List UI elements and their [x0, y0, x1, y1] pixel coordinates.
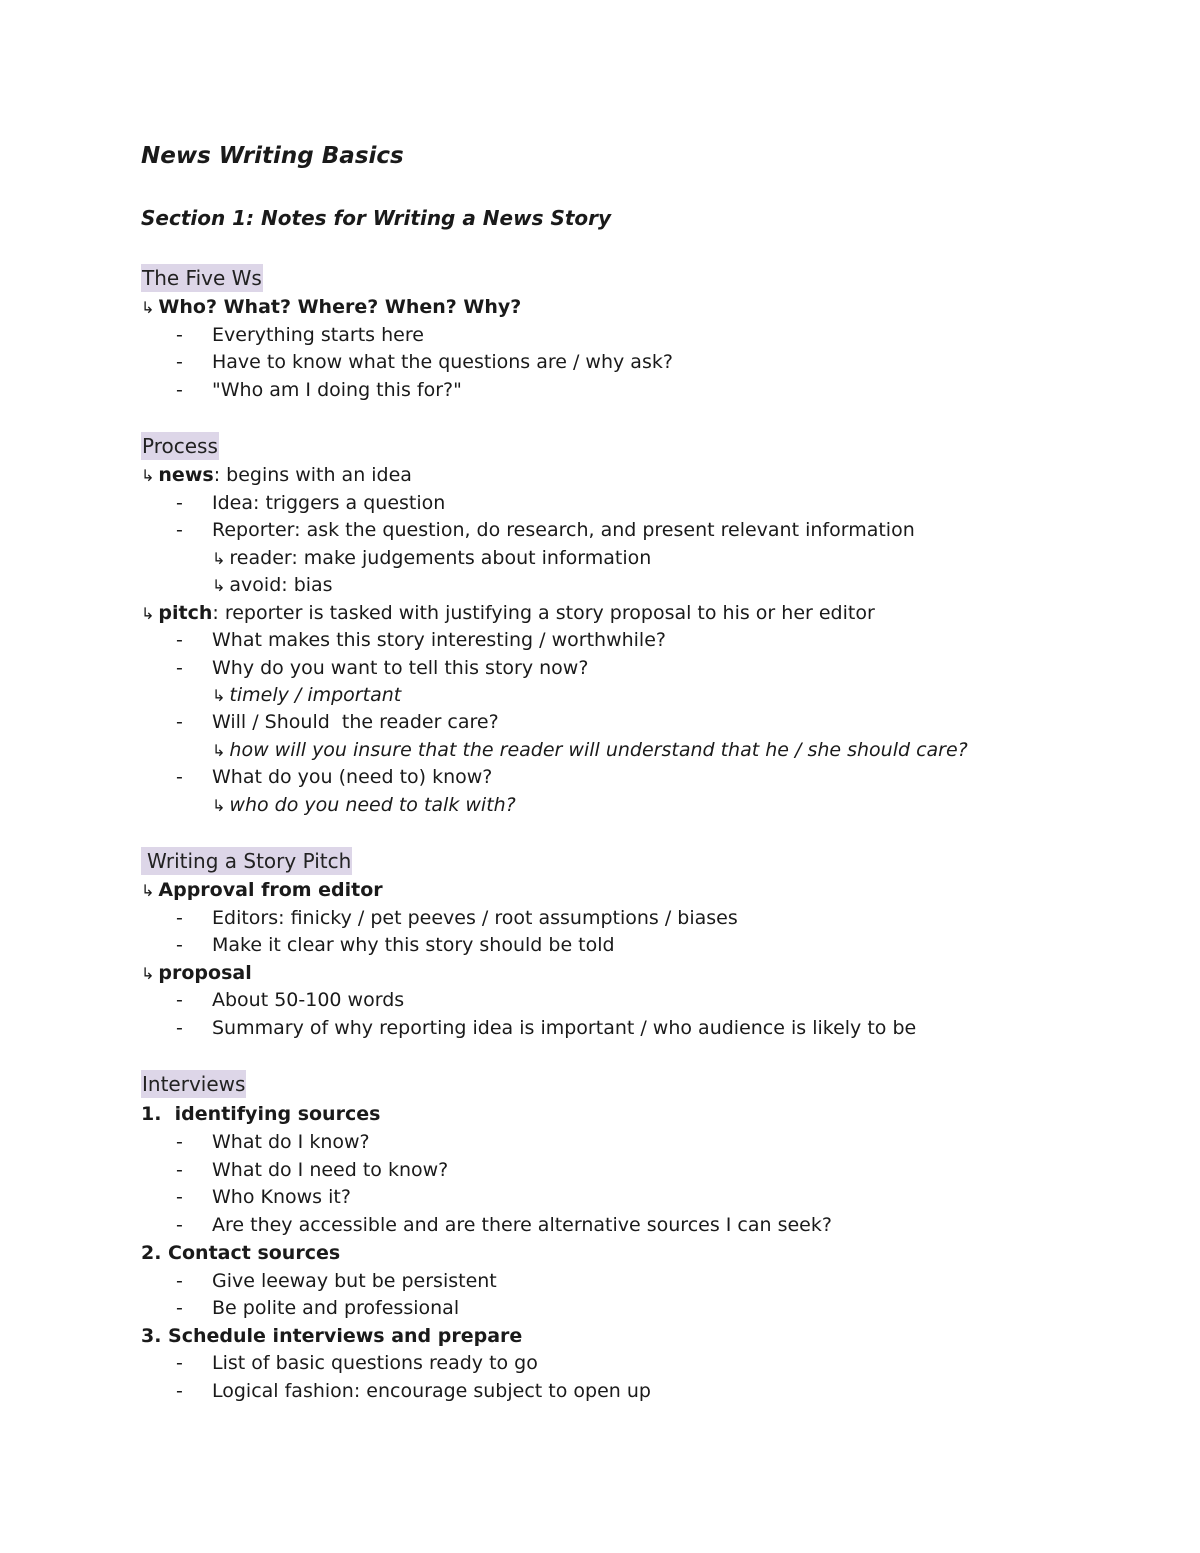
- list-item-text: List of basic questions ready to go: [212, 1352, 538, 1374]
- dash-bullet: -: [176, 1380, 183, 1402]
- approval-text: Approval from editor: [158, 879, 383, 901]
- list-item-text: Give leeway but be persistent: [212, 1270, 497, 1292]
- list-item-text: What do I need to know?: [212, 1159, 449, 1181]
- pitch-definition: : reporter is tasked with justifying a story proposal to his or her editor: [212, 602, 875, 624]
- list-item: [176, 1184, 351, 1210]
- list-item: [176, 1015, 917, 1041]
- sub-item-text: who do you need to talk with?: [229, 794, 516, 816]
- dash-bullet: -: [176, 1352, 183, 1374]
- sub-item-text: avoid: bias: [229, 574, 333, 596]
- arrow-icon: ↳: [141, 964, 155, 983]
- list-item-text: Editors: finicky / pet peeves / root assumptions / biases: [212, 907, 738, 929]
- list-item-text: What do I know?: [212, 1131, 370, 1153]
- list-item-text: What do you (need to) know?: [212, 766, 493, 788]
- news-definition: : begins with an idea: [213, 464, 412, 486]
- list-item-text: Be polite and professional: [212, 1297, 460, 1319]
- dash-bullet: -: [176, 1214, 183, 1236]
- list-item: [176, 1378, 651, 1404]
- sub-item: [212, 572, 333, 598]
- five-ws-heading: The Five Ws: [142, 266, 262, 290]
- news-line: [141, 462, 412, 488]
- story-pitch-heading: Writing a Story Pitch: [141, 847, 352, 875]
- step-3-heading: 3. Schedule interviews and prepare: [141, 1325, 523, 1347]
- dash-bullet: -: [176, 351, 183, 373]
- news-term: news: [158, 464, 214, 486]
- dash-bullet: -: [176, 1270, 183, 1292]
- list-item-text: Why do you want to tell this story now?: [212, 657, 589, 679]
- sub-item: [212, 737, 968, 763]
- dash-bullet: -: [176, 1186, 183, 1208]
- list-item-text: Who Knows it?: [212, 1186, 351, 1208]
- arrow-icon: ↳: [212, 686, 226, 705]
- list-item: [176, 1295, 460, 1321]
- approval-line: [141, 877, 383, 903]
- arrow-icon: ↳: [212, 576, 226, 595]
- dash-bullet: -: [176, 1297, 183, 1319]
- dash-bullet: -: [176, 1017, 183, 1039]
- list-item-text: Summary of why reporting idea is important / who audience is likely to be: [212, 1017, 917, 1039]
- list-item-text: "Who am I doing this for?": [212, 379, 462, 401]
- dash-bullet: -: [176, 1159, 183, 1181]
- list-item: [176, 932, 615, 958]
- dash-bullet: -: [176, 519, 183, 541]
- list-item-text: Make it clear why this story should be told: [212, 934, 615, 956]
- list-item-text: What makes this story interesting / worthwhile?: [212, 629, 666, 651]
- sub-item-text: timely / important: [229, 684, 402, 706]
- dash-bullet: -: [176, 934, 183, 956]
- list-item: [176, 349, 673, 375]
- arrow-icon: ↳: [212, 741, 226, 760]
- dash-bullet: -: [176, 1131, 183, 1153]
- dash-bullet: -: [176, 907, 183, 929]
- list-item-text: About 50-100 words: [212, 989, 405, 1011]
- list-item: [176, 490, 446, 516]
- proposal-text: proposal: [158, 962, 252, 984]
- pitch-line: [141, 600, 875, 626]
- section-heading: Section 1: Notes for Writing a News Story: [141, 206, 612, 230]
- dash-bullet: -: [176, 766, 183, 788]
- list-item: [176, 1129, 370, 1155]
- proposal-line: [141, 960, 252, 986]
- list-item: [176, 1350, 538, 1376]
- sub-item: [212, 682, 401, 708]
- arrow-icon: ↳: [141, 298, 155, 317]
- step-1-heading: 1. identifying sources: [141, 1103, 381, 1125]
- list-item-text: Everything starts here: [212, 324, 424, 346]
- dash-bullet: -: [176, 492, 183, 514]
- list-item: [176, 987, 405, 1013]
- list-item: [176, 377, 462, 403]
- list-item-text: Are they accessible and are there alternative sources I can seek?: [212, 1214, 832, 1236]
- sub-item-text: how will you insure that the reader will understand that he / she should care?: [229, 739, 968, 761]
- list-item: [176, 1157, 449, 1183]
- arrow-icon: ↳: [141, 881, 155, 900]
- pitch-term: pitch: [158, 602, 213, 624]
- five-ws-lead: [141, 294, 521, 320]
- list-item: [176, 1268, 497, 1294]
- sub-item-text: reader: make judgements about information: [229, 547, 652, 569]
- arrow-icon: ↳: [141, 604, 155, 623]
- list-item: [176, 517, 915, 543]
- list-item: [176, 322, 424, 348]
- interviews-heading: Interviews: [142, 1072, 246, 1096]
- list-item-text: Idea: triggers a question: [212, 492, 446, 514]
- arrow-icon: ↳: [212, 549, 226, 568]
- sub-item: [212, 792, 516, 818]
- sub-item: [212, 545, 651, 571]
- dash-bullet: -: [176, 711, 183, 733]
- dash-bullet: -: [176, 989, 183, 1011]
- process-heading: Process: [142, 434, 218, 458]
- arrow-icon: ↳: [141, 466, 155, 485]
- list-item: [176, 655, 589, 681]
- list-item-text: Will / Should the reader care?: [212, 711, 499, 733]
- list-item: [176, 1212, 832, 1238]
- list-item: [176, 709, 499, 735]
- list-item: [176, 905, 738, 931]
- dash-bullet: -: [176, 324, 183, 346]
- arrow-icon: ↳: [212, 796, 226, 815]
- list-item-text: Logical fashion: encourage subject to open up: [212, 1380, 651, 1402]
- step-2-heading: 2. Contact sources: [141, 1242, 341, 1264]
- document-title: News Writing Basics: [141, 143, 404, 169]
- list-item-text: Reporter: ask the question, do research, and present relevant information: [212, 519, 915, 541]
- dash-bullet: -: [176, 629, 183, 651]
- dash-bullet: -: [176, 379, 183, 401]
- list-item-text: Have to know what the questions are / why ask?: [212, 351, 673, 373]
- list-item: [176, 764, 493, 790]
- five-ws-lead-text: Who? What? Where? When? Why?: [158, 296, 522, 318]
- dash-bullet: -: [176, 657, 183, 679]
- list-item: [176, 627, 666, 653]
